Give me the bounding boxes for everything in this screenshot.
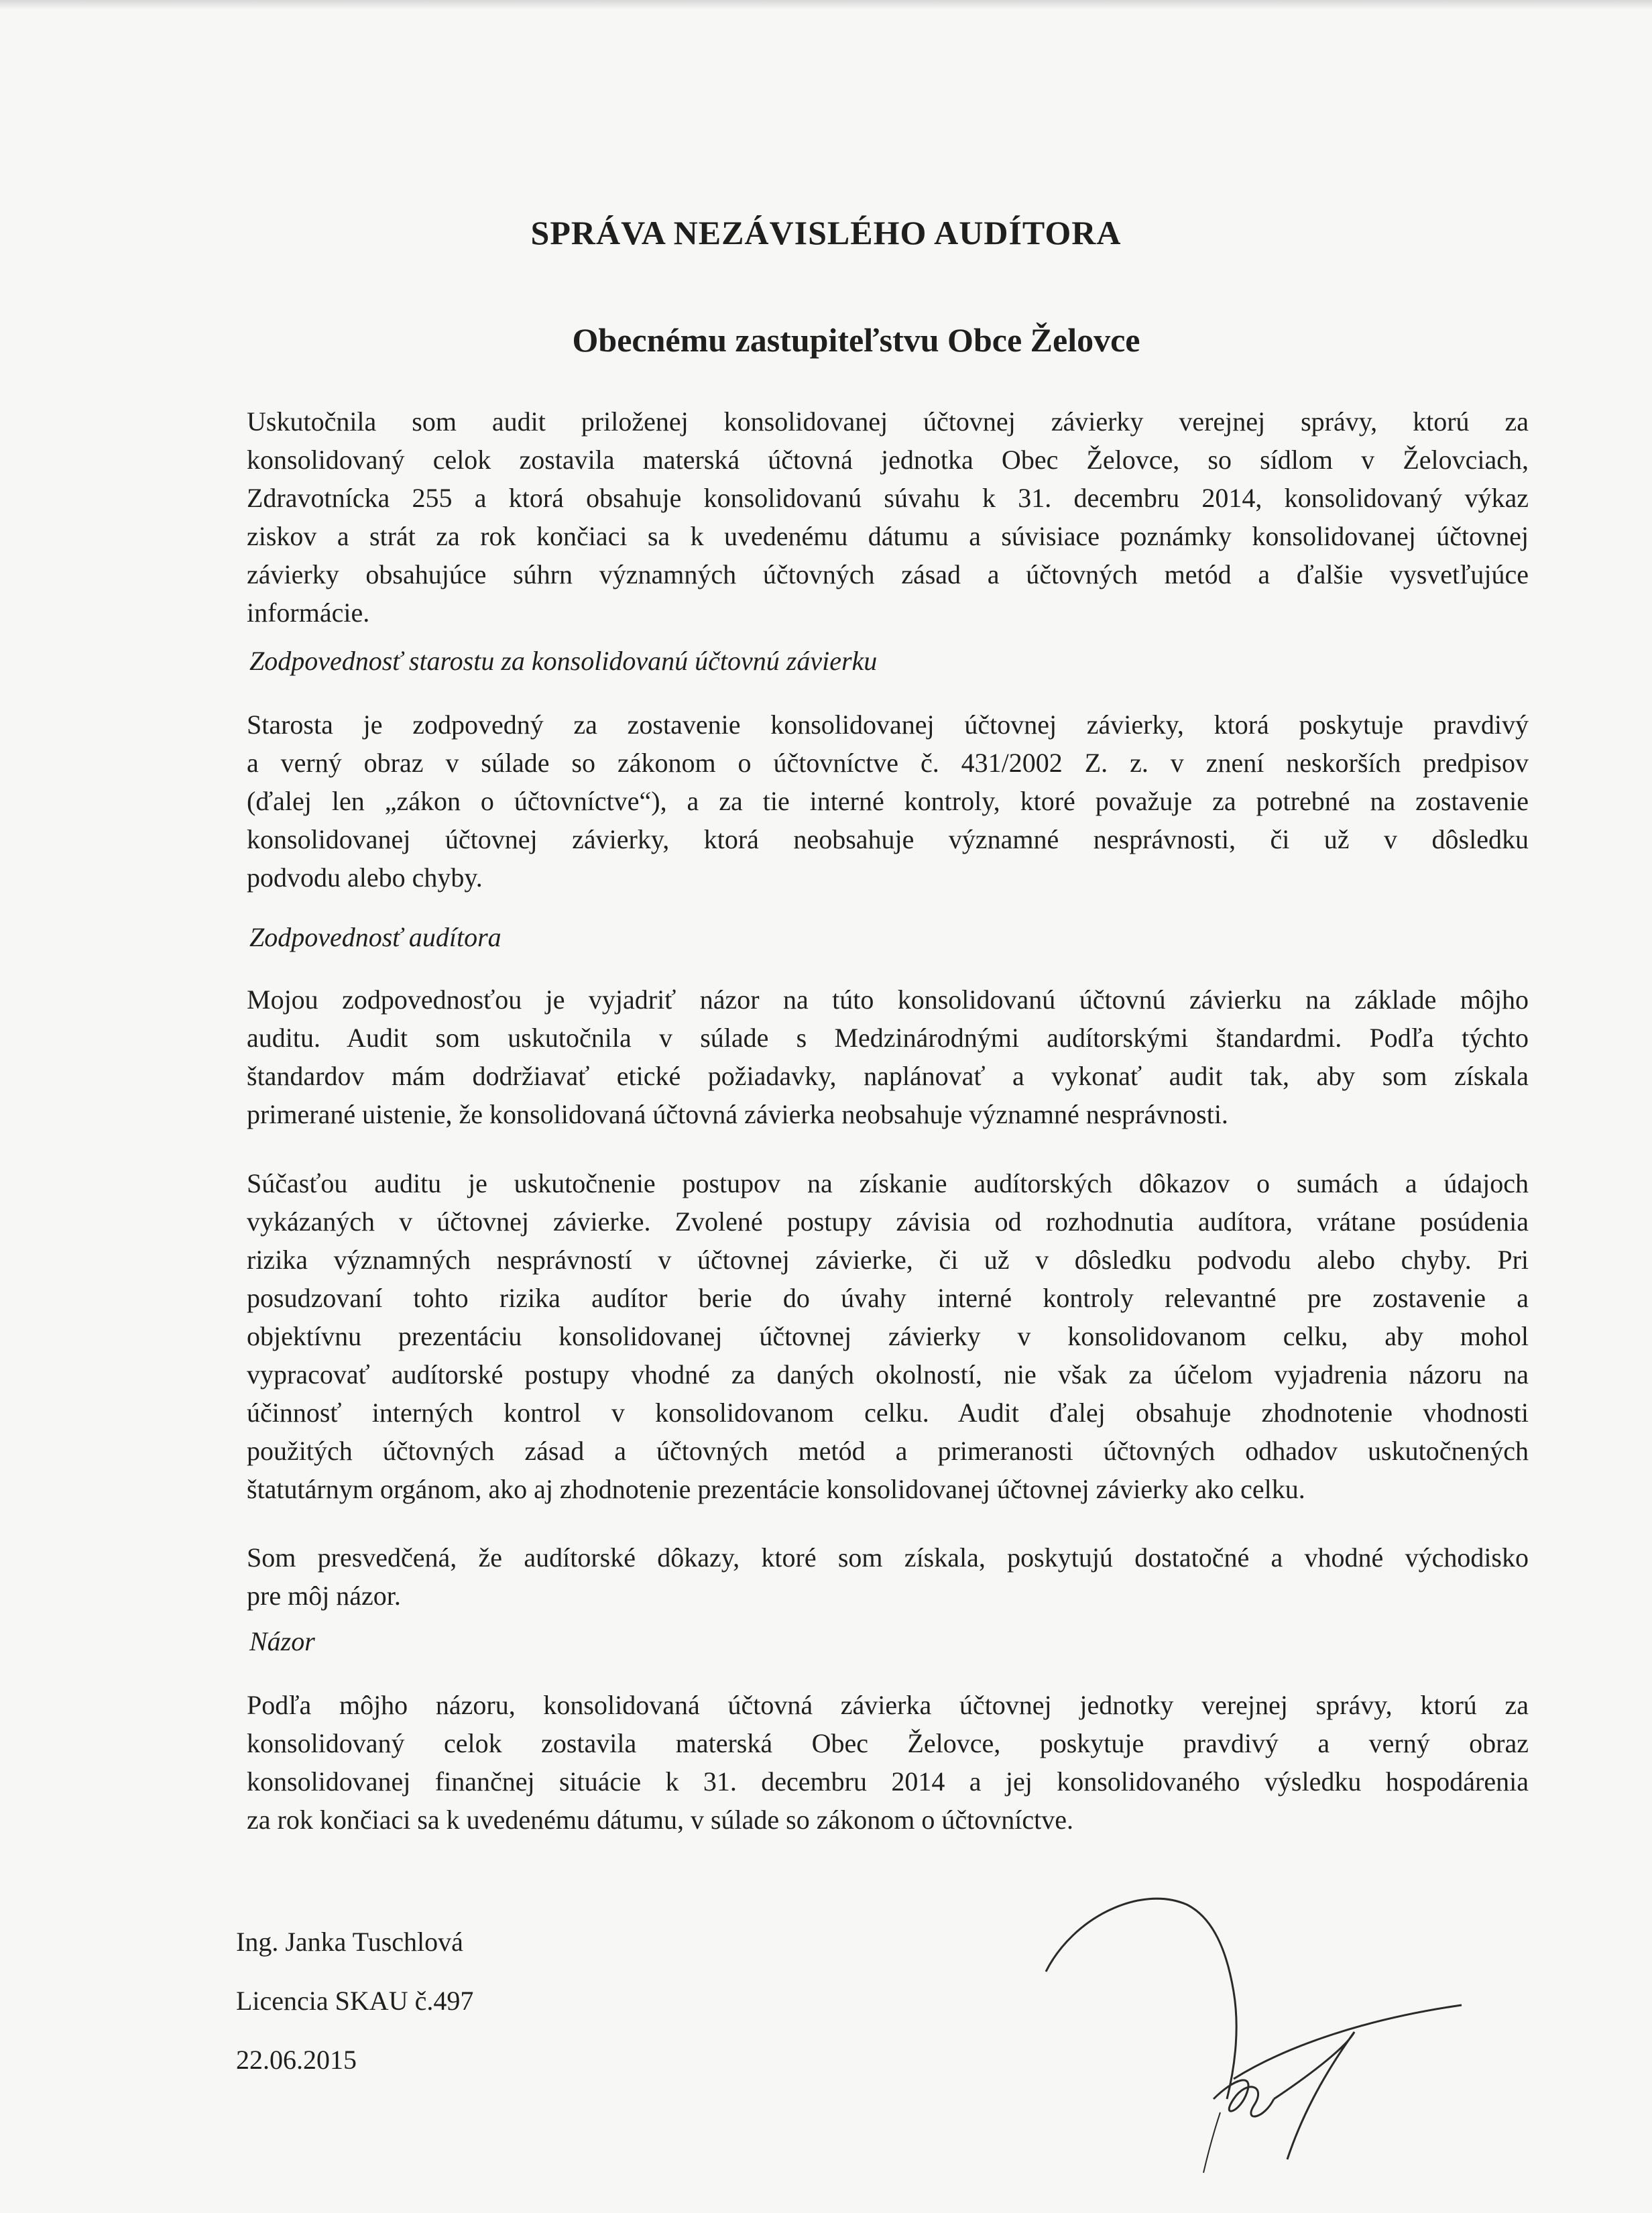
text-line: ziskov a strát za rok končiaci sa k uvedenému dátumu a súvisiace poznámky konsolidovanej účtovnej (247, 521, 1529, 551)
text-line: (ďalej len „zákon o účtovníctve“), a za tie interné kontroly, ktoré považuje za potrebné na zostavenie (247, 786, 1529, 816)
text-line: účinnosť interných kontrol v konsolidovanom celku. Audit ďalej obsahuje zhodnotenie vhodnosti (247, 1398, 1529, 1428)
handwritten-signature (1032, 1878, 1488, 2186)
text-line: závierky obsahujúce súhrn významných účtovných zásad a účtovných metód a ďalšie vysvetľujúce (247, 559, 1529, 589)
text-line: Som presvedčená, že audítorské dôkazy, ktoré som získala, poskytujú dostatočné a vhodné východisko (247, 1542, 1529, 1573)
text-line: použitých účtovných zásad a účtovných metód a primeranosti účtovných odhadov uskutočnených (247, 1436, 1529, 1466)
text-line: posudzovaní tohto rizika audítor berie do úvahy interné kontroly relevantné pre zostavenie a (247, 1283, 1529, 1313)
text-line: a verný obraz v súlade so zákonom o účtovníctve č. 431/2002 Z. z. v znení neskorších predpisov (247, 748, 1529, 778)
heading-mayor-responsibility: Zodpovednosť starostu za konsolidovanú účtovnú závierku (249, 646, 878, 676)
paragraph-mayor-responsibility (247, 705, 1529, 897)
text-line: za rok končiaci sa k uvedenému dátumu, v súlade so zákonom o účtovníctve. (247, 1805, 1073, 1835)
paragraph-opinion (247, 1686, 1529, 1839)
text-line: Podľa môjho názoru, konsolidovaná účtovná závierka účtovnej jednotky verejnej správy, ktorú za (247, 1690, 1529, 1720)
signature-date: 22.06.2015 (236, 2045, 357, 2075)
text-line: Uskutočnila som audit priloženej konsolidovanej účtovnej závierky verejnej správy, ktorú za (247, 406, 1529, 437)
paragraph-audit-procedures (247, 1164, 1529, 1508)
signatory-license: Licencia SKAU č.497 (236, 1986, 474, 2016)
text-line: konsolidovanej účtovnej závierky, ktorá neobsahuje významné nesprávnosti, či už v dôsledku (247, 824, 1529, 854)
text-line: konsolidovaný celok zostavila materská účtovná jednotka Obec Želovce, so sídlom v Želovciach, (247, 445, 1529, 475)
text-line: vykázaných v účtovnej závierke. Zvolené postupy závisia od rozhodnutia audítora, vrátane posúdenia (247, 1206, 1529, 1237)
text-line: konsolidovanej finančnej situácie k 31. decembru 2014 a jej konsolidovaného výsledku hospodárenia (247, 1766, 1529, 1797)
document-addressee: Obecnému zastupiteľstvu Obce Želovce (572, 321, 1140, 359)
text-line: štatutárnym orgánom, ako aj zhodnotenie prezentácie konsolidovanej účtovnej závierky ako celku. (247, 1474, 1305, 1504)
text-line: konsolidovaný celok zostavila materská Obec Želovce, poskytuje pravdivý a verný obraz (247, 1728, 1529, 1758)
text-line: štandardov mám dodržiavať etické požiadavky, naplánovať a vykonať audit tak, aby som získala (247, 1061, 1529, 1091)
text-line: Súčasťou auditu je uskutočnenie postupov na získanie audítorských dôkazov o sumách a údajoch (247, 1168, 1529, 1198)
document-title: SPRÁVA NEZÁVISLÉHO AUDÍTORA (530, 214, 1122, 251)
scan-edge (0, 0, 1652, 9)
text-line: auditu. Audit som uskutočnila v súlade s Medzinárodnými audítorskými štandardmi. Podľa týchto (247, 1023, 1529, 1053)
text-line: Starosta je zodpovedný za zostavenie konsolidovanej účtovnej závierky, ktorá poskytuje pravdivý (247, 710, 1529, 740)
text-line: primerané uistenie, že konsolidovaná účtovná závierka neobsahuje významné nesprávnosti. (247, 1099, 1228, 1129)
text-line: rizika významných nesprávností v účtovnej závierke, či už v dôsledku podvodu alebo chyby. Pri (247, 1245, 1529, 1275)
paragraph-intro (247, 402, 1529, 632)
paragraph-evidence (247, 1538, 1529, 1615)
paragraph-auditor-responsibility (247, 980, 1529, 1133)
text-line: pre môj názor. (247, 1581, 401, 1611)
text-line: vypracovať audítorské postupy vhodné za daných okolností, nie však za účelom vyjadrenia názoru na (247, 1359, 1529, 1389)
text-line: Zdravotnícka 255 a ktorá obsahuje konsolidovanú súvahu k 31. decembru 2014, konsolidovaný výkaz (247, 483, 1529, 513)
text-line: informácie. (247, 598, 370, 628)
text-line: podvodu alebo chyby. (247, 862, 483, 893)
text-line: Mojou zodpovednosťou je vyjadriť názor na túto konsolidovanú účtovnú závierku na základe môjho (247, 984, 1529, 1015)
signatory-name: Ing. Janka Tuschlová (236, 1927, 463, 1957)
heading-opinion: Názor (249, 1626, 315, 1656)
heading-auditor-responsibility: Zodpovednosť audítora (249, 922, 501, 952)
text-line: objektívnu prezentáciu konsolidovanej účtovnej závierky v konsolidovanom celku, aby mohol (247, 1321, 1529, 1351)
